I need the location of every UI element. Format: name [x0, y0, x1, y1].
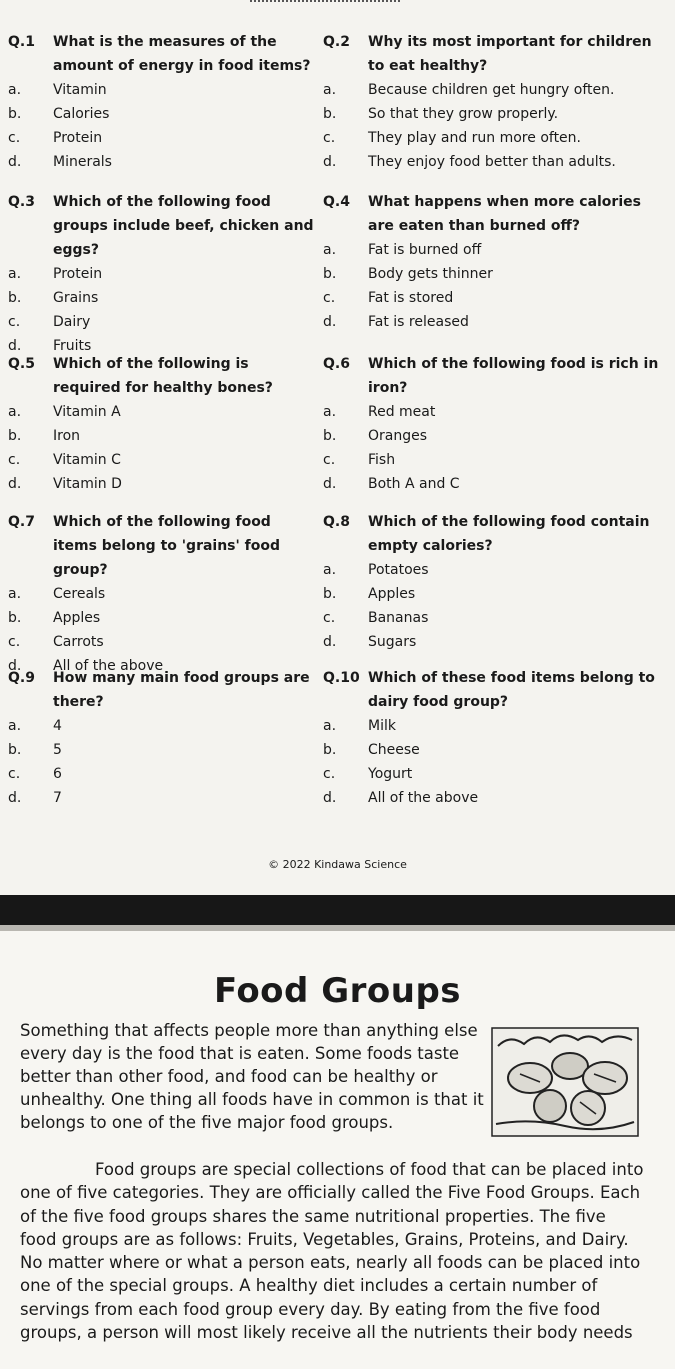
question-head	[8, 352, 316, 400]
option-text: Cheese	[368, 742, 420, 758]
option-letter: d.	[8, 476, 22, 492]
quiz-section	[0, 30, 675, 830]
question-number: Q.8	[323, 514, 350, 530]
question-head	[323, 510, 668, 558]
option-text: Red meat	[368, 404, 436, 420]
option-letter: d.	[8, 154, 22, 170]
answer-option	[8, 126, 316, 150]
option-letter: b.	[323, 586, 337, 602]
option-letter: a.	[8, 586, 22, 602]
option-text: Fat is released	[368, 314, 469, 330]
option-text: Body gets thinner	[368, 266, 493, 282]
option-text: 6	[53, 766, 62, 782]
question-block	[323, 666, 668, 810]
answer-option	[8, 424, 316, 448]
option-letter: c.	[8, 130, 21, 146]
option-text: Vitamin D	[53, 476, 122, 492]
question-block	[8, 30, 316, 174]
option-letter: b.	[323, 428, 337, 444]
option-text: Sugars	[368, 634, 417, 650]
question-number: Q.7	[8, 514, 35, 530]
answer-option	[8, 448, 316, 472]
answer-option	[323, 400, 668, 424]
question-head	[323, 352, 668, 400]
option-letter: b.	[8, 742, 22, 758]
paragraph-line: Food groups are special collections of food that can be placed into	[95, 1160, 644, 1179]
answer-option	[323, 762, 668, 786]
option-letter: d.	[323, 476, 337, 492]
option-letter: c.	[8, 634, 21, 650]
answer-option	[323, 78, 668, 102]
answer-option	[8, 102, 316, 126]
paragraph-line: No matter where or what a person eats, nearly all foods can be placed into	[20, 1253, 641, 1273]
option-text: They play and run more often.	[368, 130, 581, 146]
question-text: What is the measures of the amount of energy in food items?	[53, 34, 311, 74]
option-letter: a.	[8, 718, 22, 734]
question-number: Q.2	[323, 34, 350, 50]
option-letter: a.	[8, 404, 22, 420]
question-number: Q.3	[8, 194, 35, 210]
option-letter: d.	[8, 338, 22, 354]
article-paragraph-intro	[20, 1019, 490, 1134]
option-text: Dairy	[53, 314, 91, 330]
paragraph-line: one of the special groups. A healthy diet includes a certain number of	[20, 1276, 598, 1296]
question-block	[323, 352, 668, 496]
option-letter: b.	[323, 106, 337, 122]
answer-option	[323, 558, 668, 582]
option-letter: c.	[323, 452, 336, 468]
option-text: Vitamin C	[53, 452, 121, 468]
option-text: Cereals	[53, 586, 106, 602]
answer-option	[323, 126, 668, 150]
question-head	[323, 190, 668, 238]
answer-option	[8, 472, 316, 496]
paragraph-line: better than other food, and food can be healthy or	[20, 1067, 438, 1086]
option-letter: b.	[323, 266, 337, 282]
option-letter: b.	[8, 106, 22, 122]
question-number: Q.5	[8, 356, 35, 372]
answer-option	[8, 786, 316, 810]
question-block	[8, 510, 316, 678]
answer-option	[323, 448, 668, 472]
question-number: Q.4	[323, 194, 350, 210]
option-text: Carrots	[53, 634, 104, 650]
question-head	[8, 510, 316, 582]
question-text: How many main food groups are there?	[53, 670, 310, 710]
option-letter: a.	[8, 266, 22, 282]
option-text: Protein	[53, 266, 103, 282]
answer-option	[323, 150, 668, 174]
question-text: What happens when more calories are eaten than burned off?	[368, 194, 641, 234]
option-letter: b.	[8, 428, 22, 444]
article-paragraph-body	[20, 1158, 660, 1344]
answer-option	[8, 606, 316, 630]
option-letter: a.	[323, 82, 337, 98]
copyright-notice: © 2022 Kindawa Science	[268, 858, 407, 871]
article-title: Food Groups	[213, 971, 462, 1011]
answer-option	[8, 262, 316, 286]
option-text: Fish	[368, 452, 396, 468]
option-letter: a.	[323, 718, 337, 734]
option-text: Both A and C	[368, 476, 460, 492]
option-text: Because children get hungry often.	[368, 82, 615, 98]
answer-option	[323, 238, 668, 262]
answer-option	[8, 762, 316, 786]
option-text: Apples	[53, 610, 101, 626]
question-head	[8, 666, 316, 714]
option-text: Fat is stored	[368, 290, 454, 306]
question-block	[323, 190, 668, 334]
paragraph-line: every day is the food that is eaten. Some foods taste	[20, 1044, 460, 1063]
question-text: Which of the following food is rich in iron?	[368, 356, 659, 396]
option-letter: c.	[323, 130, 336, 146]
option-text: Vitamin	[53, 82, 107, 98]
question-text: Which of the following food groups include beef, chicken and eggs?	[53, 194, 314, 258]
option-letter: d.	[8, 658, 22, 674]
answer-option	[323, 582, 668, 606]
answer-option	[8, 78, 316, 102]
page-edge-scrap	[250, 0, 400, 6]
option-text: Calories	[53, 106, 110, 122]
answer-option	[323, 310, 668, 334]
question-head	[8, 190, 316, 262]
option-letter: c.	[8, 314, 21, 330]
option-letter: c.	[8, 452, 21, 468]
option-text: All of the above	[368, 790, 479, 806]
answer-option	[323, 786, 668, 810]
option-text: Potatoes	[368, 562, 429, 578]
option-text: Milk	[368, 718, 396, 734]
answer-option	[8, 400, 316, 424]
answer-option	[323, 424, 668, 448]
option-text: Fruits	[53, 338, 92, 354]
option-letter: d.	[323, 634, 337, 650]
answer-option	[8, 286, 316, 310]
option-letter: c.	[323, 766, 336, 782]
answer-option	[323, 630, 668, 654]
option-text: Grains	[53, 290, 99, 306]
option-letter: a.	[323, 404, 337, 420]
option-text: So that they grow properly.	[368, 106, 559, 122]
option-letter: a.	[8, 82, 22, 98]
paragraph-line: servings from each food group every day. By eating from the five food	[20, 1299, 601, 1319]
option-letter: a.	[323, 562, 337, 578]
question-number: Q.9	[8, 670, 35, 686]
answer-option	[8, 150, 316, 174]
answer-option	[323, 286, 668, 310]
option-letter: c.	[323, 290, 336, 306]
option-text: 5	[53, 742, 62, 758]
option-letter: c.	[323, 610, 336, 626]
answer-option	[8, 582, 316, 606]
paragraph-line: of the five food groups shares the same nutritional properties. The five	[20, 1206, 606, 1226]
answer-option	[8, 630, 316, 654]
option-text: Bananas	[368, 610, 429, 626]
answer-option	[8, 714, 316, 738]
option-text: All of the above	[53, 658, 164, 674]
option-letter: d.	[8, 790, 22, 806]
question-head	[323, 666, 668, 714]
option-text: Protein	[53, 130, 103, 146]
option-letter: b.	[323, 742, 337, 758]
question-text: Why its most important for children to eat healthy?	[368, 34, 652, 74]
question-text: Which of the following is required for healthy bones?	[53, 356, 273, 396]
paragraph-line: groups, a person will most likely receive all the nutrients their body needs	[20, 1323, 633, 1343]
answer-option	[323, 714, 668, 738]
answer-option	[323, 262, 668, 286]
paragraph-line: one of five categories. They are officially called the Five Food Groups. Each	[20, 1183, 641, 1203]
paragraph-line: Something that affects people more than anything else	[20, 1021, 478, 1040]
food-illustration-icon	[490, 1026, 640, 1138]
option-text: They enjoy food better than adults.	[368, 154, 616, 170]
question-block	[323, 510, 668, 654]
paragraph-line: unhealthy. One thing all foods have in common is that it	[20, 1090, 484, 1109]
option-letter: b.	[8, 610, 22, 626]
option-text: Apples	[368, 586, 416, 602]
option-letter: a.	[323, 242, 337, 258]
question-number: Q.1	[8, 34, 35, 50]
option-letter: d.	[323, 314, 337, 330]
option-text: 7	[53, 790, 62, 806]
question-block	[8, 190, 316, 358]
question-number: Q.6	[323, 356, 350, 372]
answer-option	[8, 738, 316, 762]
option-letter: d.	[323, 790, 337, 806]
option-text: Fat is burned off	[368, 242, 482, 258]
option-text: Oranges	[368, 428, 428, 444]
option-text: Minerals	[53, 154, 112, 170]
page-divider-bar	[0, 895, 675, 925]
question-block	[323, 30, 668, 174]
question-text: Which of the following food items belong to 'grains' food group?	[53, 514, 281, 578]
paragraph-line: food groups are as follows: Fruits, Vegetables, Grains, Proteins, and Dairy.	[20, 1229, 629, 1249]
paragraph-line: belongs to one of the five major food groups.	[20, 1113, 394, 1132]
question-block	[8, 352, 316, 496]
answer-option	[323, 472, 668, 496]
answer-option	[8, 310, 316, 334]
option-text: Iron	[53, 428, 81, 444]
answer-option	[323, 102, 668, 126]
question-text: Which of these food items belong to dairy food group?	[368, 670, 655, 710]
answer-option	[323, 738, 668, 762]
option-text: Yogurt	[368, 766, 413, 782]
question-number: Q.10	[323, 670, 360, 686]
question-block	[8, 666, 316, 810]
option-letter: b.	[8, 290, 22, 306]
option-text: 4	[53, 718, 62, 734]
answer-option	[323, 606, 668, 630]
article-section	[0, 931, 675, 1369]
option-text: Vitamin A	[53, 404, 121, 420]
option-letter: c.	[8, 766, 21, 782]
option-letter: d.	[323, 154, 337, 170]
question-text: Which of the following food contain empty calories?	[368, 514, 650, 554]
question-head	[8, 30, 316, 78]
question-head	[323, 30, 668, 78]
